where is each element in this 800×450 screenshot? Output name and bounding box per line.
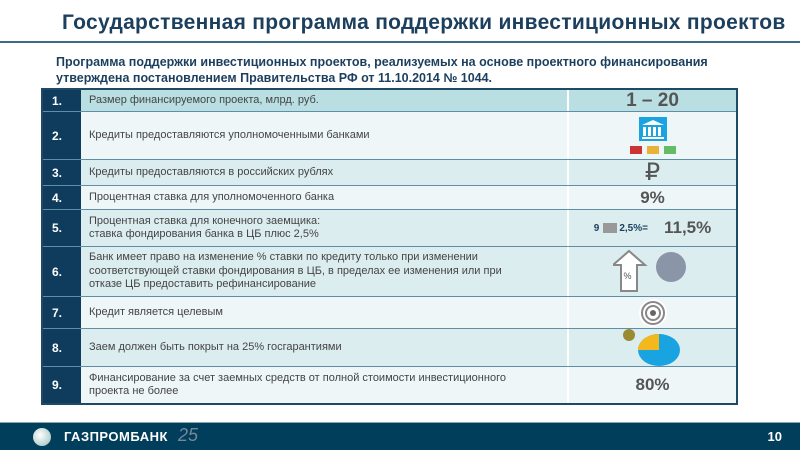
page-title: Государственная программа поддержки инвестиционных проектов <box>62 11 786 34</box>
row-text-line: Кредиты предоставляются в российских рублях <box>89 165 334 178</box>
row-text-line: соответствующей ставки фондирования в ЦБ, в пределах ее изменения или при <box>89 264 502 277</box>
row-value: 80% <box>635 375 670 394</box>
row-text-line: Финансирование за счет заемных средств от полной стоимости инвестиционного <box>89 371 506 384</box>
table-row <box>43 247 736 297</box>
row-text-line: Процентная ставка для конечного заемщика: <box>89 214 321 227</box>
row-description <box>81 210 569 246</box>
row-value-cell <box>569 297 736 328</box>
table-row <box>43 367 736 403</box>
subtitle <box>56 54 708 86</box>
logo-text: ГАЗПРОМБАНК <box>64 429 168 444</box>
bank-icon <box>603 223 617 233</box>
table-row <box>43 297 736 329</box>
row-value-cell <box>569 90 736 111</box>
target-icon <box>638 298 668 328</box>
table-row <box>43 112 736 160</box>
row-number: 6. <box>43 247 81 296</box>
row-value-cell <box>569 112 736 159</box>
table-row <box>43 90 736 112</box>
row-value-cell <box>569 247 736 296</box>
row-text-line: Заем должен быть покрыт на 25% госгарантиями <box>89 340 342 353</box>
page-number: 10 <box>767 429 782 444</box>
row-number: 1. <box>43 90 81 111</box>
title-divider <box>0 41 800 43</box>
row-description <box>81 160 569 185</box>
row-number: 3. <box>43 160 81 185</box>
row-number: 5. <box>43 210 81 246</box>
row-text-line: Размер финансируемого проекта, млрд. руб. <box>89 93 319 106</box>
row-value-cell <box>569 367 736 403</box>
row-value-cell <box>569 329 736 366</box>
row-description <box>81 186 569 209</box>
row-value-cell <box>569 210 736 246</box>
row-number: 9. <box>43 367 81 403</box>
footer <box>0 422 800 450</box>
row-text-line: проекта не более <box>89 385 179 397</box>
table-row <box>43 160 736 186</box>
row-value-cell <box>569 186 736 209</box>
pie-chart-icon <box>623 329 683 367</box>
formula-right: 2,5%= <box>619 222 648 234</box>
row-text-line: ставка фондирования банка в ЦБ плюс 2,5% <box>89 228 319 240</box>
bank-icon <box>628 115 678 157</box>
subtitle-line: утверждена постановлением Правительства РФ от 11.10.2014 № 1044. <box>56 71 493 85</box>
row-text-line: Банк имеет право на изменение % ставки по кредиту только при изменении <box>89 251 478 264</box>
row-number: 8. <box>43 329 81 366</box>
program-table <box>41 88 738 405</box>
subtitle-line: Программа поддержки инвестиционных проектов, реализуемых на основе проектного финансирования <box>56 55 708 69</box>
row-text-line: Процентная ставка для уполномоченного банка <box>89 190 335 203</box>
row-number: 2. <box>43 112 81 159</box>
row-description <box>81 297 569 328</box>
gazprombank-logo-icon <box>33 428 51 446</box>
row-value-cell <box>569 160 736 185</box>
table-row <box>43 329 736 367</box>
row-text-line: Кредиты предоставляются уполномоченными банками <box>89 128 370 141</box>
row-value: 11,5% <box>663 218 712 237</box>
row-value: 9% <box>640 187 665 207</box>
row-value: 1 – 20 <box>626 89 679 111</box>
rate-up-arrow-icon <box>613 249 693 295</box>
row-description <box>81 247 569 296</box>
row-description <box>81 329 569 366</box>
row-text-line: Кредит является целевым <box>89 305 223 318</box>
table-row <box>43 186 736 210</box>
formula-left: 9 <box>593 222 600 234</box>
anniversary-mark: 25 <box>178 425 199 445</box>
table-row <box>43 210 736 247</box>
icon-label: % <box>623 270 632 281</box>
row-description <box>81 112 569 159</box>
row-value: ₽ <box>644 159 661 186</box>
row-description <box>81 90 569 111</box>
row-number: 7. <box>43 297 81 328</box>
row-text-line: отказе ЦБ предоставить рефинансирование <box>89 278 317 291</box>
row-description <box>81 367 569 403</box>
row-number: 4. <box>43 186 81 209</box>
